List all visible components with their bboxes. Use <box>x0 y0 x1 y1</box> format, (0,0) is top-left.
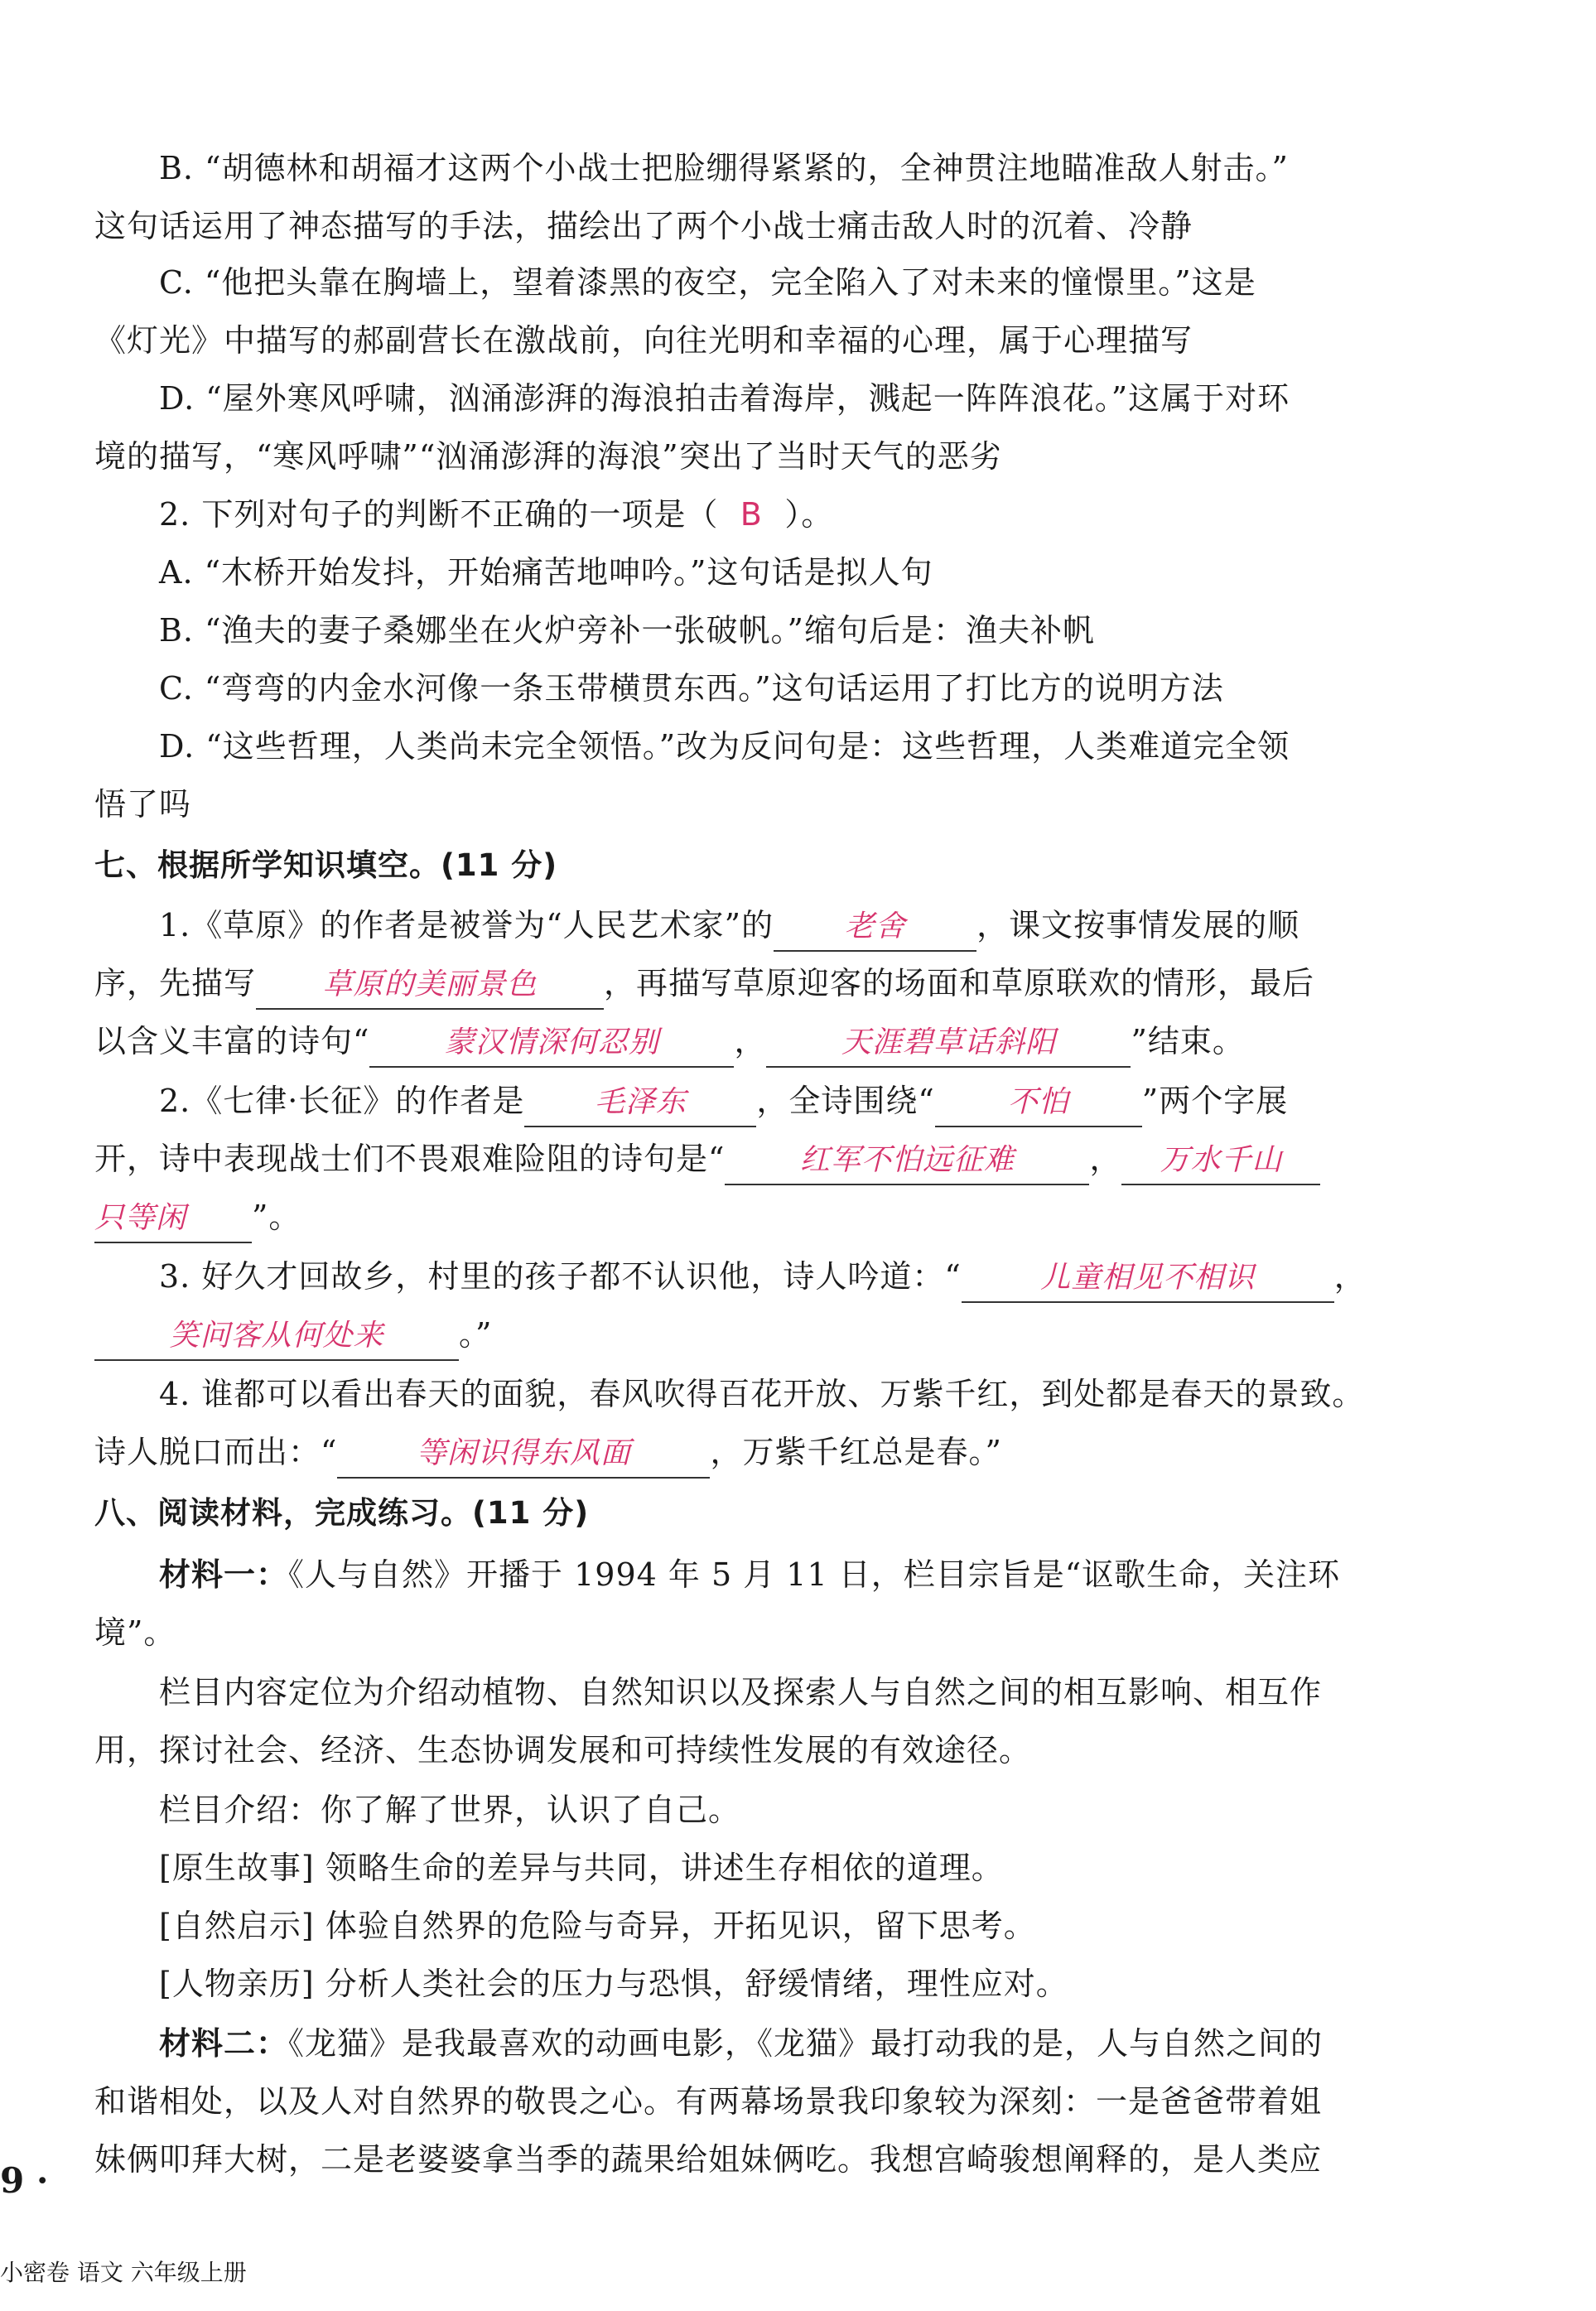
s7-q2-line2 <box>94 1130 1420 1188</box>
material1-item-people: [人物亲历] 分析人类社会的压力与恐惧，舒缓情绪，理性应对。 <box>159 1966 1068 2002</box>
s7-q2-answer4-part2: 只等闲 <box>94 1195 252 1243</box>
q2-option-d-line1: D. “这些哲理，人类尚未完全领悟。”改为反问句是：这些哲理，人类难道完全领 <box>159 728 1290 765</box>
material1-label: 材料一： <box>159 1556 289 1593</box>
s7-q4-answer1: 等闲识得东风面 <box>337 1431 710 1479</box>
q2-option-c: C. “弯弯的内金水河像一条玉带横贯东西。”这句话运用了打比方的说明方法 <box>159 670 1224 707</box>
section8-title: 八、阅读材料，完成练习。(11 分) <box>94 1495 590 1531</box>
s7-q2-answer2: 不怕 <box>935 1079 1142 1127</box>
s7-q1-line1 <box>159 896 1484 954</box>
s7-q2-answer4-part1: 万水千山 <box>1121 1137 1320 1185</box>
s7-q3-answer1: 儿童相见不相识 <box>962 1255 1334 1303</box>
q2-option-a: A. “木桥开始发抖，开始痛苦地呻吟。”这句话是拟人句 <box>159 554 933 591</box>
footer-book-title: 小密卷 语文 六年级上册 <box>0 2259 247 2286</box>
q1-option-c-line1: C. “他把头靠在胸墙上，望着漆黑的夜空，完全陷入了对未来的憧憬里。”这是 <box>159 264 1256 301</box>
s7-q2-line3 <box>94 1188 1420 1246</box>
s7-q1-text4: ，再描写草原迎客的场面和草原联欢的情形，最后 <box>604 965 1315 1001</box>
q1-option-b-line1: B. “胡德林和胡福才这两个小战士把脸绷得紧紧的，全神贯注地瞄准敌人射击。” <box>159 150 1289 186</box>
s7-q1-text3: 序，先描写 <box>94 965 257 1001</box>
s7-q1-answer4: 天涯碧草话斜阳 <box>766 1020 1131 1068</box>
s7-q4-line2 <box>94 1423 1420 1481</box>
s7-q2-text5: ， <box>1089 1141 1122 1177</box>
s7-q2-line1 <box>159 1072 1484 1130</box>
s7-q4-line1: 4. 谁都可以看出春天的面貌，春风吹得百花开放、万紫千红，到处都是春天的景致。 <box>159 1376 1365 1412</box>
material2-label: 材料二： <box>159 2025 289 2062</box>
section7-title: 七、根据所学知识填空。(11 分) <box>94 847 558 883</box>
material1-item-origin: [原生故事] 领略生命的差异与共同，讲述生存相依的道理。 <box>159 1850 1004 1886</box>
q1-option-d-line1: D. “屋外寒风呼啸，汹涌澎湃的海浪拍击着海岸，溅起一阵阵浪花。”这属于对环 <box>159 380 1290 417</box>
q2-option-d-line2: 悟了吗 <box>94 786 192 823</box>
s7-q1-text2: ，课文按事情发展的顺 <box>976 907 1300 943</box>
q2-stem-after: ）。 <box>784 496 834 533</box>
s7-q1-text7: ”结束。 <box>1131 1023 1245 1059</box>
s7-q1-answer2: 草原的美丽景色 <box>256 962 604 1010</box>
material1-intro: 栏目介绍：你了解了世界，认识了自己。 <box>159 1792 741 1828</box>
s7-q2-text1: 2.《七律·长征》的作者是 <box>159 1083 525 1119</box>
q1-option-d-line2: 境的描写，“寒风呼啸”“汹涌澎湃的海浪”突出了当时天气的恶劣 <box>94 438 1002 475</box>
material1-item-nature: [自然启示] 体验自然界的危险与奇异，开拓见识，留下思考。 <box>159 1908 1036 1944</box>
material1-para2-line2: 用，探讨社会、经济、生态协调发展和可持续性发展的有效途径。 <box>94 1732 1032 1768</box>
material1-line2: 境”。 <box>94 1614 176 1651</box>
material2-line2: 和谐相处，以及人对自然界的敬畏之心。有两幕场景我印象较为深刻：一是爸爸带着姐 <box>94 2083 1323 2120</box>
s7-q3-line1 <box>159 1247 1484 1305</box>
s7-q3-line2 <box>94 1305 1420 1363</box>
material2-line3: 妹俩叩拜大树，二是老婆婆拿当季的蔬果给姐妹俩吃。我想宫崎骏想阐释的，是人类应 <box>94 2141 1323 2178</box>
s7-q2-text6: ”。 <box>252 1199 301 1235</box>
s7-q4-text3: ，万紫千红总是春。” <box>710 1434 1002 1470</box>
material1-line1 <box>159 1546 1484 1604</box>
q1-option-c-line2: 《灯光》中描写的郝副营长在激战前，向往光明和幸福的心理，属于心理描写 <box>94 322 1193 359</box>
page-number: 9 · <box>0 2160 49 2201</box>
s7-q1-answer1: 老舍 <box>774 904 976 952</box>
s7-q2-text2: ，全诗围绕“ <box>756 1083 935 1119</box>
s7-q4-text2: 诗人脱口而出：“ <box>94 1434 338 1470</box>
s7-q1-text6: ， <box>734 1023 767 1059</box>
s7-q3-text2: ， <box>1333 1258 1367 1295</box>
q1-option-b-line2: 这句话运用了神态描写的手法，描绘出了两个小战士痛击敌人时的沉着、冷静 <box>94 208 1193 244</box>
q2-option-b: B. “渔夫的妻子桑娜坐在火炉旁补一张破帆。”缩句后是：渔夫补帆 <box>159 612 1095 649</box>
s7-q3-text3: 。” <box>459 1316 493 1353</box>
q2-stem <box>159 485 1484 543</box>
s7-q2-text4: 开，诗中表现战士们不畏艰难险阻的诗句是“ <box>94 1141 726 1177</box>
q2-stem-before: 2. 下列对句子的判断不正确的一项是（ <box>159 496 719 533</box>
q2-answer: B <box>740 496 763 533</box>
s7-q1-answer3: 蒙汉情深何忍别 <box>369 1020 734 1068</box>
s7-q1-text5: 以含义丰富的诗句“ <box>94 1023 370 1059</box>
s7-q2-text3: ”两个字展 <box>1141 1083 1289 1119</box>
s7-q3-answer2: 笑问客从何处来 <box>94 1313 459 1361</box>
material1-text1: 《人与自然》开播于 1994 年 5 月 11 日，栏目宗旨是“讴歌生命，关注环 <box>288 1556 1341 1593</box>
s7-q2-answer3: 红军不怕远征难 <box>725 1137 1089 1185</box>
s7-q1-text1: 1.《草原》的作者是被誉为“人民艺术家”的 <box>159 907 774 943</box>
material2-text1: 《龙猫》是我最喜欢的动画电影，《龙猫》最打动我的是，人与自然之间的 <box>288 2025 1324 2062</box>
s7-q2-answer1: 毛泽东 <box>524 1079 756 1127</box>
s7-q3-text1: 3. 好久才回故乡，村里的孩子都不认识他，诗人吟道：“ <box>159 1258 962 1295</box>
s7-q1-line3 <box>94 1012 1420 1070</box>
s7-q1-line2 <box>94 954 1420 1012</box>
material2-line1 <box>159 2014 1484 2072</box>
material1-para2-line1: 栏目内容定位为介绍动植物、自然知识以及探索人与自然之间的相互影响、相互作 <box>159 1674 1323 1710</box>
